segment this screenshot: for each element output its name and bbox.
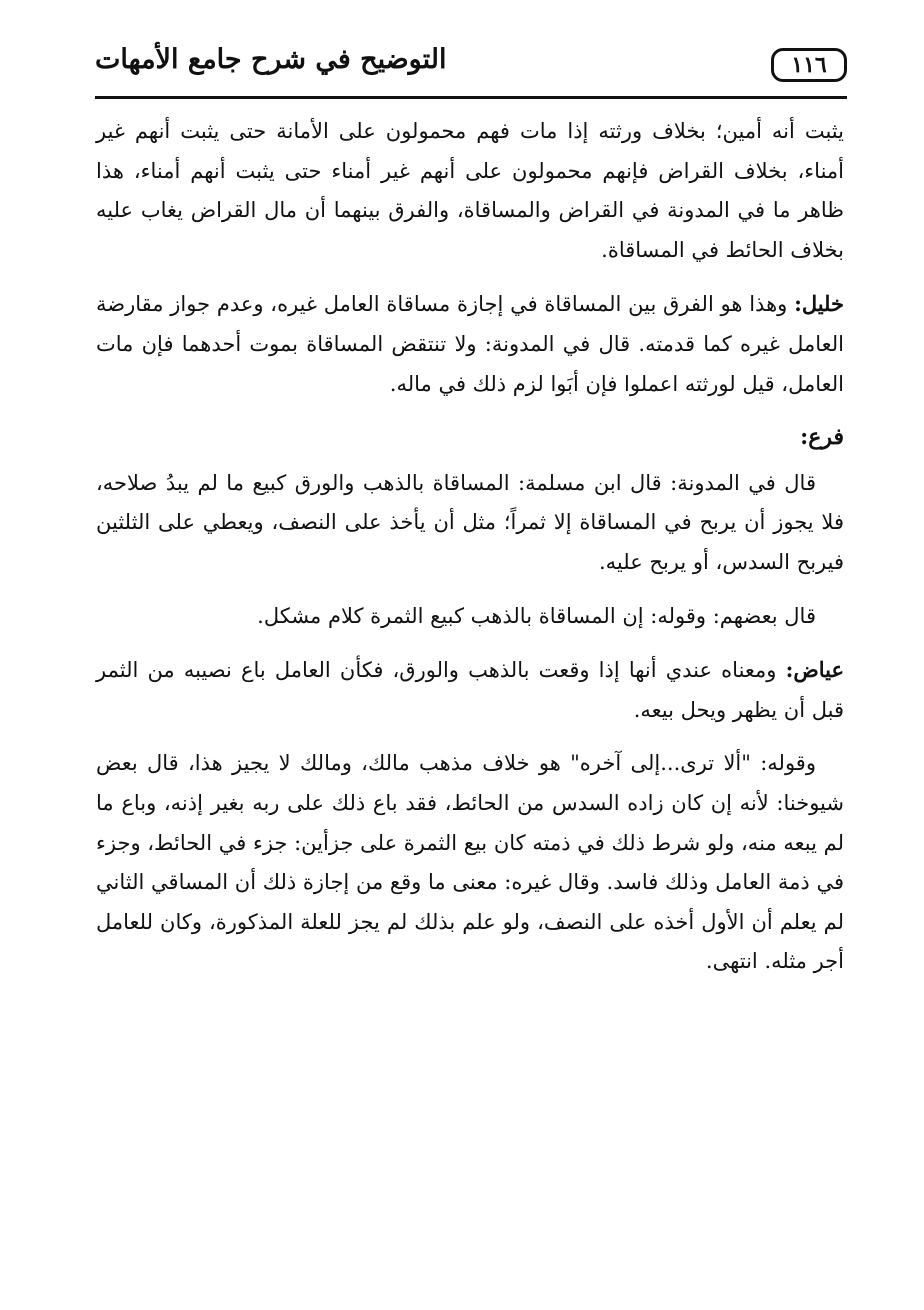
page-header bbox=[95, 40, 847, 96]
paragraph-text: قال بعضهم: وقوله: إن المساقاة بالذهب كبيع الثمرة كلام مشكل. bbox=[257, 603, 816, 628]
paragraph-text: يثبت أنه أمين؛ بخلاف ورثته إذا مات فهم محمولون على الأمانة حتى يثبت أنهم غير أمناء، بخلاف القراض فإنهم محمولون على أنهم غير أمناء حتى يثبت أنهم أمناء، هذا ظاهر ما في المدونة في القراض والمساقاة، والفرق بينهما أن مال القراض يغاب عليه بخلاف الحائط في المساقاة. bbox=[96, 119, 844, 262]
paragraph bbox=[96, 597, 844, 637]
paragraph bbox=[96, 650, 844, 730]
book-title: التوضيح في شرح جامع الأمهات bbox=[95, 44, 447, 75]
paragraph bbox=[96, 464, 844, 583]
paragraph bbox=[96, 284, 844, 404]
paragraph bbox=[96, 744, 844, 982]
speaker-label: خليل: bbox=[794, 291, 844, 317]
paragraph-text: ومعناه عندي أنها إذا وقعت بالذهب والورق، فكأن العامل باع نصيبه من الثمر قبل أن يظهر ويحل بيعه. bbox=[96, 658, 844, 722]
paragraph bbox=[96, 112, 844, 270]
page-body bbox=[96, 112, 844, 996]
paragraph-text: وقوله: "ألا ترى...إلى آخره" هو خلاف مذهب مالك، ومالك لا يجيز هذا، قال بعض شيوخنا: لأنه إن كان زاده السدس من الحائط، فقد باع ذلك على ربه بغير إذنه، وباع ما لم يبعه منه، ولو شرط ذلك في ذمته كان بيع الثمرة على جزأين: جزء في الحائط، وجزء في ذمة العامل وذلك فاسد. وقال غيره: معنى ما وقع من إجازة ذلك أن المساقي الثاني لم يعلم أن الأول أخذه على النصف، ولو علم بذلك لم يجز للعلة المذكورة، وكان للعامل أجر مثله. انتهى. bbox=[96, 751, 844, 974]
paragraph-text: قال في المدونة: قال ابن مسلمة: المساقاة بالذهب والورق كبيع ما لم يبدُ صلاحه، فلا يجوز أن يربح في المساقاة إلا ثمراً؛ مثل أن يأخذ على النصف، ويعطي على الثلثين فيربح السدس، أو يربح عليه. bbox=[96, 470, 844, 574]
paragraph-text: وهذا هو الفرق بين المساقاة في إجازة مساقاة العامل غيره، وعدم جواز مقارضة العامل غيره كما قدمته. قال في المدونة: ولا تنتقض المساقاة بموت أحدهما فإن مات العامل، قيل لورثته اعملوا فإن أبَوا لزم ذلك في ماله. bbox=[96, 292, 844, 396]
speaker-label: عياض: bbox=[785, 657, 844, 683]
page-number: ١١٦ bbox=[771, 48, 847, 82]
section-heading: فرع: bbox=[800, 424, 844, 451]
header-divider bbox=[95, 96, 847, 99]
